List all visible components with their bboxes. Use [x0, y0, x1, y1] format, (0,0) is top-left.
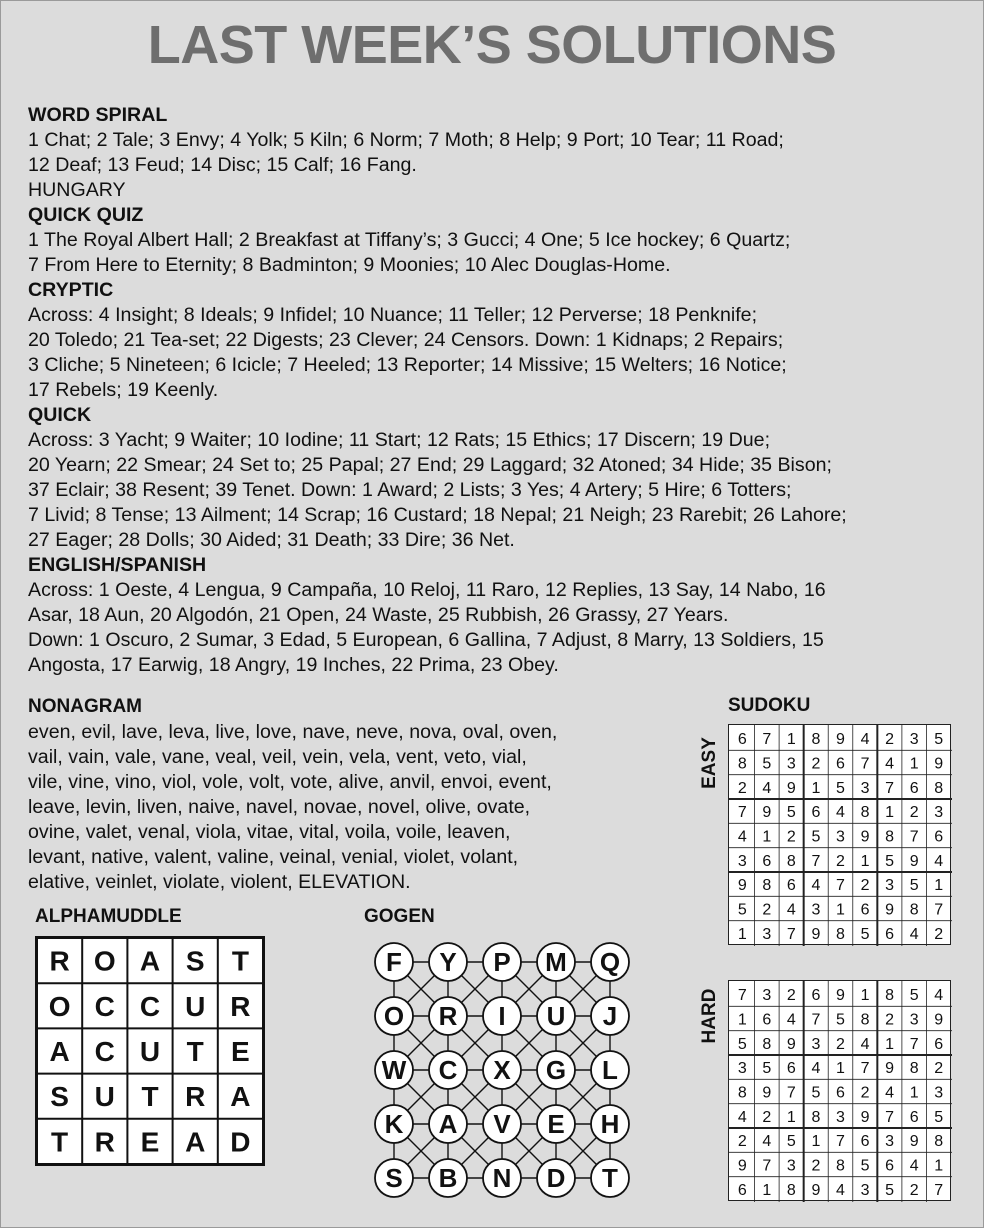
sudoku-hard-cell: 8 [934, 1133, 944, 1151]
gogen-letter: Q [599, 947, 621, 977]
word-spiral-line: 1 Chat; 2 Tale; 3 Envy; 4 Yolk; 5 Kiln; 6 Norm; 7 Moth; 8 Help; 9 Port; 10 Tear; 11 Road; [28, 129, 784, 151]
sudoku-hard-cell: 1 [786, 1108, 796, 1126]
sudoku-easy-cell: 8 [786, 852, 796, 870]
sudoku-easy-cell: 2 [885, 731, 895, 749]
alphamuddle-cell: R [49, 945, 70, 977]
sudoku-hard-cell: 5 [811, 1084, 821, 1102]
alphamuddle-cell: T [186, 1036, 204, 1067]
sudoku-easy-cell: 9 [860, 828, 870, 846]
alphamuddle-cell: U [94, 1081, 115, 1113]
alphamuddle-cell: E [231, 1036, 250, 1067]
sudoku-easy-cell: 8 [737, 755, 747, 773]
sudoku-easy-cell: 8 [934, 779, 944, 797]
sudoku-easy-cell: 1 [836, 901, 845, 919]
sudoku-hard-cell: 2 [885, 1011, 895, 1029]
alphamuddle-cell: A [230, 1081, 251, 1113]
sudoku-easy-cell: 3 [909, 731, 919, 749]
sudoku-easy-cell: 2 [836, 852, 845, 870]
sudoku-hard-cell: 6 [762, 1011, 772, 1029]
english-spanish-line: Angosta, 17 Earwig, 18 Angry, 19 Inches, 22 Prima, 23 Obey. [28, 654, 559, 676]
sudoku-hard-cell: 2 [737, 1133, 747, 1151]
english-spanish-line: Across: 1 Oeste, 4 Lengua, 9 Campaña, 10 Reloj, 11 Raro, 12 Replies, 13 Say, 14 Nabo, 16 [28, 579, 826, 601]
alphamuddle-cell: E [140, 1126, 160, 1158]
gogen-letter: J [602, 1001, 618, 1031]
sudoku-hard-cell: 3 [885, 1133, 895, 1151]
sudoku-easy-cell: 6 [762, 852, 772, 870]
page-title: LAST WEEK’S SOLUTIONS [147, 15, 837, 75]
cryptic-line: Across: 4 Insight; 8 Ideals; 9 Infidel; 10 Nuance; 11 Teller; 12 Perverse; 18 Penknife; [28, 304, 758, 326]
quick-line: 37 Eclair; 38 Resent; 39 Tenet. Down: 1 Award; 2 Lists; 3 Yes; 4 Artery; 5 Hire; 6 Totters; [28, 479, 792, 501]
sudoku-easy-cell: 9 [836, 731, 845, 749]
alphamuddle-cell: T [231, 945, 249, 977]
sudoku-hard-cell: 9 [909, 1133, 919, 1151]
alphamuddle-cell: A [49, 1036, 70, 1067]
quick-line: 27 Eager; 28 Dolls; 30 Aided; 31 Death; 33 Dire; 36 Net. [28, 529, 515, 551]
sudoku-hard-cell: 7 [860, 1060, 870, 1078]
alphamuddle-cell: R [94, 1126, 115, 1158]
word-spiral-line: 12 Deaf; 13 Feud; 14 Disc; 15 Calf; 16 Fang. [28, 154, 417, 176]
sudoku-easy-cell: 2 [860, 877, 870, 895]
alphamuddle-cell: T [51, 1126, 69, 1158]
sudoku-hard-cell: 7 [836, 1133, 845, 1151]
english-spanish-heading: ENGLISH/SPANISH [28, 554, 207, 576]
sudoku-easy-cell: 3 [934, 804, 944, 822]
alphamuddle-cell: C [139, 990, 161, 1022]
sudoku-easy-cell: 1 [909, 755, 919, 773]
nonagram-line: vail, vain, vale, vane, veal, veil, vein, vela, vent, veto, vial, [28, 746, 527, 768]
word-spiral-heading: WORD SPIRAL [28, 104, 168, 126]
sudoku-easy-cell: 4 [737, 828, 747, 846]
sudoku-hard-cell: 2 [909, 1181, 919, 1199]
sudoku-hard-cell: 3 [762, 987, 772, 1005]
sudoku-easy-cell: 9 [762, 804, 772, 822]
sudoku-easy-cell: 4 [860, 731, 870, 749]
sudoku-hard-cell: 5 [836, 1011, 845, 1029]
sudoku-hard-cell: 1 [934, 1157, 944, 1175]
alphamuddle-cell: S [185, 945, 205, 977]
sudoku-easy-cell: 1 [786, 731, 796, 749]
sudoku-hard-cell: 7 [737, 987, 747, 1005]
sudoku-hard-cell: 4 [909, 1157, 919, 1175]
sudoku-easy-cell: 5 [737, 901, 747, 919]
sudoku-hard-cell: 1 [762, 1181, 772, 1199]
sudoku-hard-cell: 7 [762, 1157, 772, 1175]
alphamuddle-grid [35, 936, 265, 1166]
sudoku-easy-cell: 7 [909, 828, 919, 846]
gogen-grid [369, 935, 637, 1215]
sudoku-hard-label: HARD [699, 988, 720, 1044]
nonagram-line: elative, veinlet, violate, violent, ELEVATION. [28, 871, 411, 893]
sudoku-hard-cell: 5 [909, 987, 919, 1005]
sudoku-hard-cell: 6 [811, 987, 821, 1005]
sudoku-hard-cell: 4 [762, 1133, 772, 1151]
quick-quiz-heading: QUICK QUIZ [28, 204, 144, 226]
sudoku-hard-cell: 4 [836, 1181, 845, 1199]
sudoku-hard-cell: 2 [836, 1035, 845, 1053]
gogen-letter: O [383, 1001, 405, 1031]
sudoku-hard-cell: 7 [811, 1011, 821, 1029]
sudoku-easy-cell: 2 [762, 901, 772, 919]
sudoku-easy-cell: 4 [934, 852, 944, 870]
sudoku-easy-cell: 6 [860, 901, 870, 919]
sudoku-hard-cell: 9 [737, 1157, 747, 1175]
sudoku-easy-cell: 3 [885, 877, 895, 895]
nonagram-heading: NONAGRAM [28, 696, 142, 717]
sudoku-hard-cell: 6 [934, 1035, 944, 1053]
gogen-letter: C [438, 1055, 458, 1085]
gogen-letter: A [438, 1109, 458, 1139]
quick-quiz-line: 7 From Here to Eternity; 8 Badminton; 9 Moonies; 10 Alec Douglas-Home. [28, 254, 671, 276]
sudoku-hard-cell: 1 [909, 1084, 919, 1102]
sudoku-hard-cell: 6 [885, 1157, 895, 1175]
gogen-letter: V [493, 1109, 511, 1139]
sudoku-easy-cell: 8 [811, 731, 821, 749]
sudoku-hard-cell: 8 [737, 1084, 747, 1102]
sudoku-easy-cell: 6 [885, 925, 895, 943]
sudoku-hard-cell: 2 [786, 987, 796, 1005]
sudoku-hard-cell: 5 [934, 1108, 944, 1126]
sudoku-easy-cell: 4 [909, 925, 919, 943]
sudoku-hard-cell: 7 [934, 1181, 944, 1199]
sudoku-hard-cell: 3 [811, 1035, 821, 1053]
alphamuddle-cell: U [185, 990, 206, 1022]
sudoku-hard-cell: 1 [836, 1060, 845, 1078]
sudoku-hard-cell: 8 [909, 1060, 919, 1078]
nonagram-text [28, 720, 668, 895]
nonagram-line: vile, vine, vino, viol, vole, volt, vote, alive, anvil, envoi, event, [28, 771, 552, 793]
sudoku-hard-cell: 4 [737, 1108, 747, 1126]
sudoku-hard-cell: 6 [909, 1108, 919, 1126]
sudoku-easy-cell: 7 [934, 901, 944, 919]
sudoku-easy-cell: 4 [836, 804, 845, 822]
sudoku-easy-cell: 3 [836, 828, 845, 846]
sudoku-easy-cell: 1 [737, 925, 747, 943]
sudoku-hard-cell: 9 [934, 1011, 944, 1029]
sudoku-easy-cell: 1 [860, 852, 870, 870]
sudoku-hard-cell: 3 [737, 1060, 747, 1078]
sudoku-hard-cell: 9 [786, 1035, 796, 1053]
sudoku-easy-cell: 7 [885, 779, 895, 797]
sudoku-hard-cell: 8 [860, 1011, 870, 1029]
sudoku-easy-cell: 5 [909, 877, 919, 895]
sudoku-easy-cell: 5 [836, 779, 845, 797]
sudoku-easy-cell: 5 [786, 804, 796, 822]
alphamuddle-heading: ALPHAMUDDLE [35, 906, 182, 927]
sudoku-easy-cell: 1 [934, 877, 944, 895]
sudoku-easy-cell: 7 [860, 755, 870, 773]
cryptic-line: 20 Toledo; 21 Tea-set; 22 Digests; 23 Clever; 24 Censors. Down: 1 Kidnaps; 2 Repairs; [28, 329, 784, 351]
alphamuddle-cell: R [185, 1081, 206, 1113]
sudoku-easy-cell: 3 [860, 779, 870, 797]
gogen-letter: M [545, 947, 567, 977]
quick-heading: QUICK [28, 404, 92, 426]
sudoku-hard-grid [728, 980, 951, 1201]
gogen-letter: R [438, 1001, 458, 1031]
gogen-letter: E [547, 1109, 565, 1139]
cryptic-heading: CRYPTIC [28, 279, 114, 301]
nonagram-line: leave, levin, liven, naive, navel, novae, novel, olive, ovate, [28, 796, 531, 818]
sudoku-easy-cell: 6 [811, 804, 821, 822]
gogen-letter: N [492, 1163, 512, 1193]
sudoku-hard-cell: 6 [786, 1060, 796, 1078]
sudoku-hard-cell: 5 [762, 1060, 772, 1078]
sudoku-easy-cell: 4 [762, 779, 772, 797]
nonagram-line: even, evil, lave, leva, live, love, nave, neve, nova, oval, oven, [28, 721, 558, 743]
gogen-letter: T [602, 1163, 618, 1193]
sudoku-hard-cell: 7 [885, 1108, 895, 1126]
sudoku-hard-cell: 4 [860, 1035, 870, 1053]
gogen-heading: GOGEN [364, 906, 435, 927]
sudoku-hard-cell: 9 [885, 1060, 895, 1078]
sudoku-hard-cell: 8 [786, 1181, 796, 1199]
quick-quiz-line: 1 The Royal Albert Hall; 2 Breakfast at Tiffany’s; 3 Gucci; 4 One; 5 Ice hockey; 6 Quartz; [28, 229, 791, 251]
gogen-letter: G [545, 1055, 567, 1085]
sudoku-easy-cell: 3 [786, 755, 796, 773]
sudoku-easy-cell: 1 [762, 828, 772, 846]
sudoku-hard-cell: 8 [885, 987, 895, 1005]
gogen-letter: L [602, 1055, 618, 1085]
sudoku-easy-cell: 4 [811, 877, 821, 895]
sudoku-hard-cell: 4 [786, 1011, 796, 1029]
sudoku-easy-cell: 2 [909, 804, 919, 822]
alphamuddle-cell: O [48, 990, 71, 1022]
sudoku-hard-cell: 9 [836, 987, 845, 1005]
sudoku-hard-cell: 1 [885, 1035, 895, 1053]
gogen-letter: W [381, 1055, 407, 1085]
sudoku-easy-cell: 6 [909, 779, 919, 797]
sudoku-easy-cell: 4 [885, 755, 895, 773]
sudoku-hard-cell: 9 [762, 1084, 772, 1102]
sudoku-hard-cell: 3 [786, 1157, 796, 1175]
gogen-letter: S [385, 1163, 403, 1193]
sudoku-easy-cell: 8 [885, 828, 895, 846]
sudoku-hard-cell: 2 [811, 1157, 821, 1175]
sudoku-hard-cell: 6 [860, 1133, 870, 1151]
sudoku-hard-cell: 8 [836, 1157, 845, 1175]
sudoku-heading: SUDOKU [728, 695, 811, 716]
sudoku-hard-cell: 5 [786, 1133, 796, 1151]
sudoku-hard-cell: 4 [885, 1084, 895, 1102]
sudoku-hard-cell: 4 [811, 1060, 821, 1078]
sudoku-easy-cell: 8 [836, 925, 845, 943]
sudoku-hard-cell: 8 [762, 1035, 772, 1053]
sudoku-easy-cell: 9 [811, 925, 821, 943]
alphamuddle-cell: O [93, 945, 116, 977]
sudoku-hard-cell: 5 [860, 1157, 870, 1175]
sudoku-hard-cell: 2 [762, 1108, 772, 1126]
sudoku-easy-cell: 7 [786, 925, 796, 943]
sudoku-easy-cell: 2 [934, 925, 944, 943]
sudoku-easy-cell: 9 [934, 755, 944, 773]
alphamuddle-cell: D [230, 1126, 251, 1158]
alphamuddle-cell: C [94, 990, 115, 1022]
alphamuddle-cell: A [185, 1126, 206, 1158]
sudoku-hard-cell: 6 [737, 1181, 747, 1199]
sudoku-easy-cell: 6 [836, 755, 845, 773]
sudoku-easy-cell: 1 [811, 779, 821, 797]
english-spanish-line: Down: 1 Oscuro, 2 Sumar, 3 Edad, 5 European, 6 Gallina, 7 Adjust, 8 Marry, 13 Soldiers, 15 [28, 629, 824, 651]
english-spanish-line: Asar, 18 Aun, 20 Algodón, 21 Open, 24 Waste, 25 Rubbish, 26 Grassy, 27 Years. [28, 604, 729, 626]
sudoku-easy-cell: 5 [885, 852, 895, 870]
gogen-letter: D [546, 1163, 566, 1193]
quick-line: Across: 3 Yacht; 9 Waiter; 10 Iodine; 11 Start; 12 Rats; 15 Ethics; 17 Discern; 19 Due; [28, 429, 771, 451]
alphamuddle-cell: C [94, 1036, 115, 1067]
sudoku-easy-cell: 9 [737, 877, 747, 895]
sudoku-easy-cell: 6 [934, 828, 944, 846]
sudoku-hard-cell: 1 [811, 1133, 821, 1151]
sudoku-easy-cell: 3 [811, 901, 821, 919]
sudoku-easy-cell: 2 [786, 828, 796, 846]
sudoku-easy-cell: 9 [909, 852, 919, 870]
sudoku-hard-cell: 5 [737, 1035, 747, 1053]
cryptic-line: 3 Cliche; 5 Nineteen; 6 Icicle; 7 Heeled; 13 Reporter; 14 Missive; 15 Welters; 16 Notice; [28, 354, 787, 376]
alphamuddle-cell: S [50, 1081, 69, 1113]
sudoku-easy-cell: 8 [909, 901, 919, 919]
sudoku-easy-cell: 7 [737, 804, 747, 822]
gogen-letter: H [600, 1109, 620, 1139]
solutions-text [28, 103, 968, 678]
sudoku-easy-cell: 6 [786, 877, 796, 895]
sudoku-easy-cell: 4 [786, 901, 796, 919]
gogen-letter: B [438, 1163, 458, 1193]
sudoku-hard-cell: 3 [836, 1108, 845, 1126]
sudoku-hard-cell: 3 [860, 1181, 870, 1199]
gogen-letter: U [546, 1001, 566, 1031]
sudoku-easy-cell: 7 [811, 852, 821, 870]
gogen-letter: Y [439, 947, 457, 977]
sudoku-hard-cell: 4 [934, 987, 944, 1005]
sudoku-easy-cell: 7 [836, 877, 845, 895]
sudoku-easy-cell: 5 [934, 731, 944, 749]
gogen-letter: X [493, 1055, 511, 1085]
sudoku-hard-cell: 1 [737, 1011, 747, 1029]
sudoku-easy-cell: 3 [762, 925, 772, 943]
sudoku-hard-cell: 8 [811, 1108, 821, 1126]
sudoku-hard-cell: 7 [786, 1084, 796, 1102]
sudoku-easy-cell: 9 [885, 901, 895, 919]
gogen-letter: P [493, 947, 511, 977]
nonagram-line: levant, native, valent, valine, veinal, venial, violet, volant, [28, 846, 519, 868]
sudoku-easy-cell: 3 [737, 852, 747, 870]
sudoku-hard-cell: 5 [885, 1181, 895, 1199]
quick-line: 7 Livid; 8 Tense; 13 Ailment; 14 Scrap; 16 Custard; 18 Nepal; 21 Neigh; 23 Rarebit; 26 Lahore; [28, 504, 847, 526]
sudoku-easy-cell: 2 [811, 755, 821, 773]
alphamuddle-cell: R [230, 990, 251, 1022]
alphamuddle-cell: A [139, 945, 161, 977]
cryptic-line: 17 Rebels; 19 Keenly. [28, 379, 219, 401]
sudoku-hard-cell: 3 [909, 1011, 919, 1029]
sudoku-hard-cell: 2 [934, 1060, 944, 1078]
sudoku-easy-cell: 7 [762, 731, 772, 749]
sudoku-easy-cell: 8 [762, 877, 772, 895]
word-spiral-answer: HUNGARY [28, 179, 126, 201]
sudoku-easy-grid [728, 724, 951, 945]
sudoku-easy-cell: 5 [811, 828, 821, 846]
sudoku-easy-cell: 1 [885, 804, 895, 822]
gogen-letter: F [386, 947, 402, 977]
sudoku-hard-cell: 9 [811, 1181, 821, 1199]
sudoku-hard-cell: 1 [860, 987, 870, 1005]
alphamuddle-cell: T [141, 1081, 159, 1113]
sudoku-easy-label: EASY [699, 737, 720, 789]
sudoku-easy-cell: 9 [786, 779, 796, 797]
gogen-letter: K [384, 1109, 404, 1139]
sudoku-hard-cell: 7 [909, 1035, 919, 1053]
sudoku-easy-cell: 5 [860, 925, 870, 943]
sudoku-hard-cell: 9 [860, 1108, 870, 1126]
quick-line: 20 Yearn; 22 Smear; 24 Set to; 25 Papal; 27 End; 29 Laggard; 32 Atoned; 34 Hide; 35 Bison; [28, 454, 832, 476]
sudoku-hard-cell: 6 [836, 1084, 845, 1102]
sudoku-hard-cell: 3 [934, 1084, 944, 1102]
nonagram-line: ovine, valet, venal, viola, vitae, vital, voila, voile, leaven, [28, 821, 511, 843]
sudoku-easy-cell: 2 [737, 779, 747, 797]
sudoku-hard-cell: 2 [860, 1084, 870, 1102]
alphamuddle-cell: U [139, 1036, 161, 1067]
gogen-letter: I [498, 1001, 506, 1031]
sudoku-easy-cell: 5 [762, 755, 772, 773]
sudoku-easy-cell: 6 [737, 731, 747, 749]
sudoku-easy-cell: 8 [860, 804, 870, 822]
